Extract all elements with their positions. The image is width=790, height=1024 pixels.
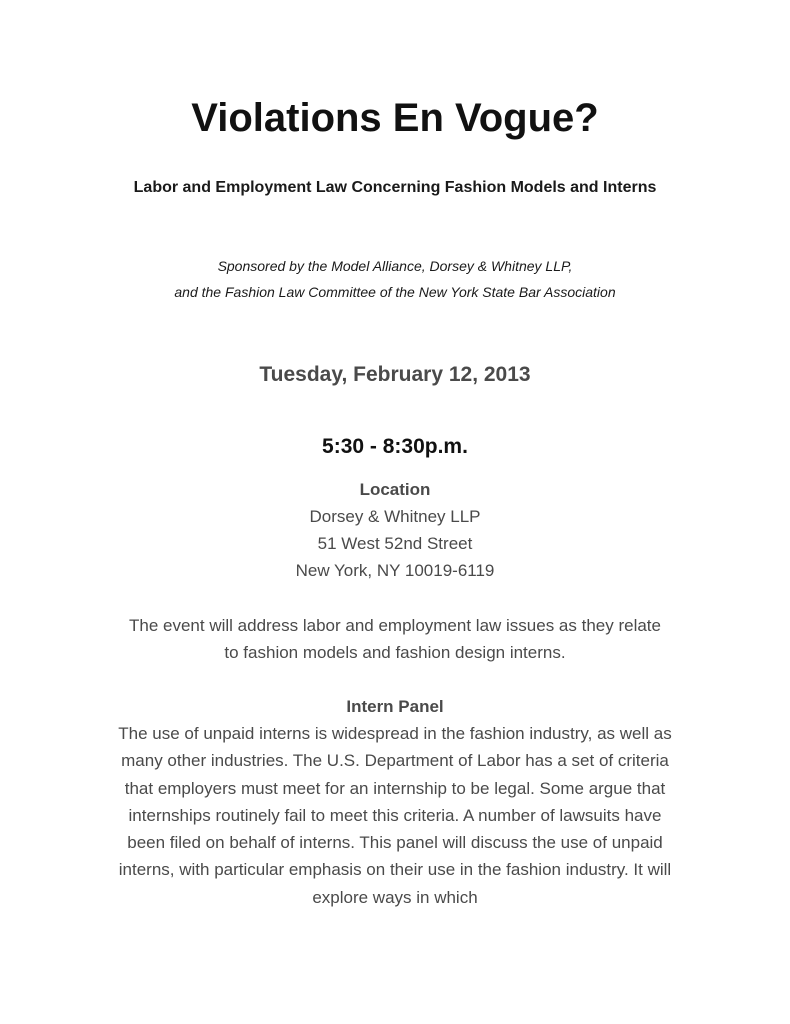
event-date: Tuesday, February 12, 2013 — [259, 363, 531, 386]
sponsor-statement — [0, 253, 790, 305]
location-label: Location — [359, 480, 431, 499]
document-title: Violations En Vogue? — [191, 96, 599, 140]
event-location — [0, 476, 790, 584]
document-subtitle: Labor and Employment Law Concerning Fashion Models and Interns — [133, 179, 657, 196]
location-line: 51 West 52nd Street — [317, 534, 473, 553]
location-line: New York, NY 10019-6119 — [295, 561, 495, 580]
location-line: Dorsey & Whitney LLP — [309, 507, 481, 526]
intern-panel-heading: Intern Panel — [346, 697, 444, 716]
event-summary: The event will address labor and employment law issues as they relate to fashion models and fashion design interns. — [129, 616, 661, 662]
intern-panel-body: The use of unpaid interns is widespread in the fashion industry, as well as many other industries. The U.S. Department of Labor has a set of criteria that employers must meet for an internship to be legal. Some argue that internships routinely fail to meet this criteria. A number of lawsuits have been filed on behalf of interns. This panel will discuss the use of unpaid interns, with particular emphasis on their use in the fashion industry. It will explore ways in which — [118, 724, 672, 907]
sponsor-line: and the Fashion Law Committee of the New York State Bar Association — [174, 284, 616, 300]
sponsor-line: Sponsored by the Model Alliance, Dorsey & Whitney LLP, — [217, 258, 573, 274]
event-time: 5:30 - 8:30p.m. — [322, 435, 468, 458]
